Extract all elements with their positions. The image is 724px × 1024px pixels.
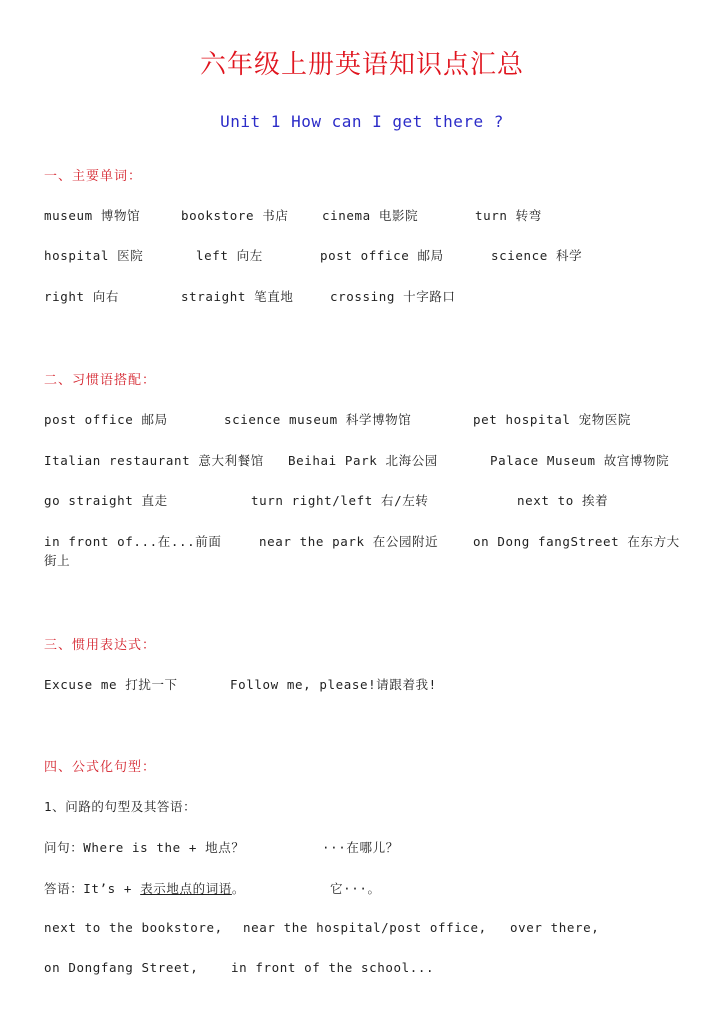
question-pattern: 问句：Where is the + 地点？ — [44, 840, 245, 855]
expression-item: Follow me, please!请跟着我! — [230, 677, 437, 692]
phrase-item: in front of...在...前面 — [44, 534, 222, 549]
question-translation: ···在哪儿？ — [322, 840, 399, 855]
phrase-item: science museum 科学博物馆 — [224, 412, 412, 427]
vocab-item: science 科学 — [491, 248, 583, 263]
document-title: 六年级上册英语知识点汇总 — [199, 50, 524, 80]
phrase-item: Beihai Park 北海公园 — [288, 453, 438, 468]
vocab-item: bookstore 书店 — [181, 208, 289, 223]
unit-subtitle: Unit 1 How can I get there ? — [220, 112, 504, 131]
section-heading-expressions: 三、惯用表达式： — [44, 638, 157, 653]
example-item: over there, — [510, 920, 600, 935]
vocab-item: hospital 医院 — [44, 248, 144, 263]
phrase-item: near the park 在公园附近 — [259, 534, 439, 549]
vocab-item: left 向左 — [196, 248, 263, 263]
vocab-item: turn 转弯 — [475, 208, 542, 223]
phrase-wrap-line: 街上 — [44, 553, 71, 568]
example-item: next to the bookstore, — [44, 920, 223, 935]
example-item: on Dongfang Street, — [44, 960, 199, 975]
phrase-item: next to 挨着 — [517, 493, 609, 508]
phrase-item: go straight 直走 — [44, 493, 168, 508]
phrase-item: Palace Museum 故宫博物院 — [490, 453, 670, 468]
answer-pattern — [44, 879, 245, 897]
vocab-item: cinema 电影院 — [322, 208, 419, 223]
expression-item: Excuse me 打扰一下 — [44, 677, 178, 692]
vocab-item: post office 邮局 — [320, 248, 444, 263]
subheading-asking-directions: 1、问路的句型及其答语： — [44, 799, 197, 814]
section-heading-collocations: 二、习惯语搭配： — [44, 373, 157, 388]
section-heading-sentence-patterns: 四、公式化句型： — [44, 760, 157, 775]
phrase-item: on Dong fangStreet 在东方大 — [473, 534, 680, 549]
vocab-item: straight 笔直地 — [181, 289, 294, 304]
answer-translation: 它···。 — [330, 881, 381, 896]
phrase-item: pet hospital 宠物医院 — [473, 412, 632, 427]
phrase-item: turn right/left 右/左转 — [251, 493, 429, 508]
phrase-item: Italian restaurant 意大利餐馆 — [44, 453, 264, 468]
vocab-item: museum 博物馆 — [44, 208, 141, 223]
vocab-item: crossing 十字路口 — [330, 289, 456, 304]
example-item: in front of the school... — [231, 960, 435, 975]
vocab-item: right 向右 — [44, 289, 119, 304]
section-heading-vocabulary: 一、主要单词： — [44, 169, 143, 184]
phrase-item: post office 邮局 — [44, 412, 168, 427]
answer-underlined-term: 表示地点的词语 — [140, 881, 232, 896]
answer-prefix: 答语：It’s + — [44, 881, 141, 896]
answer-suffix: 。 — [231, 881, 245, 896]
example-item: near the hospital/post office, — [243, 920, 487, 935]
